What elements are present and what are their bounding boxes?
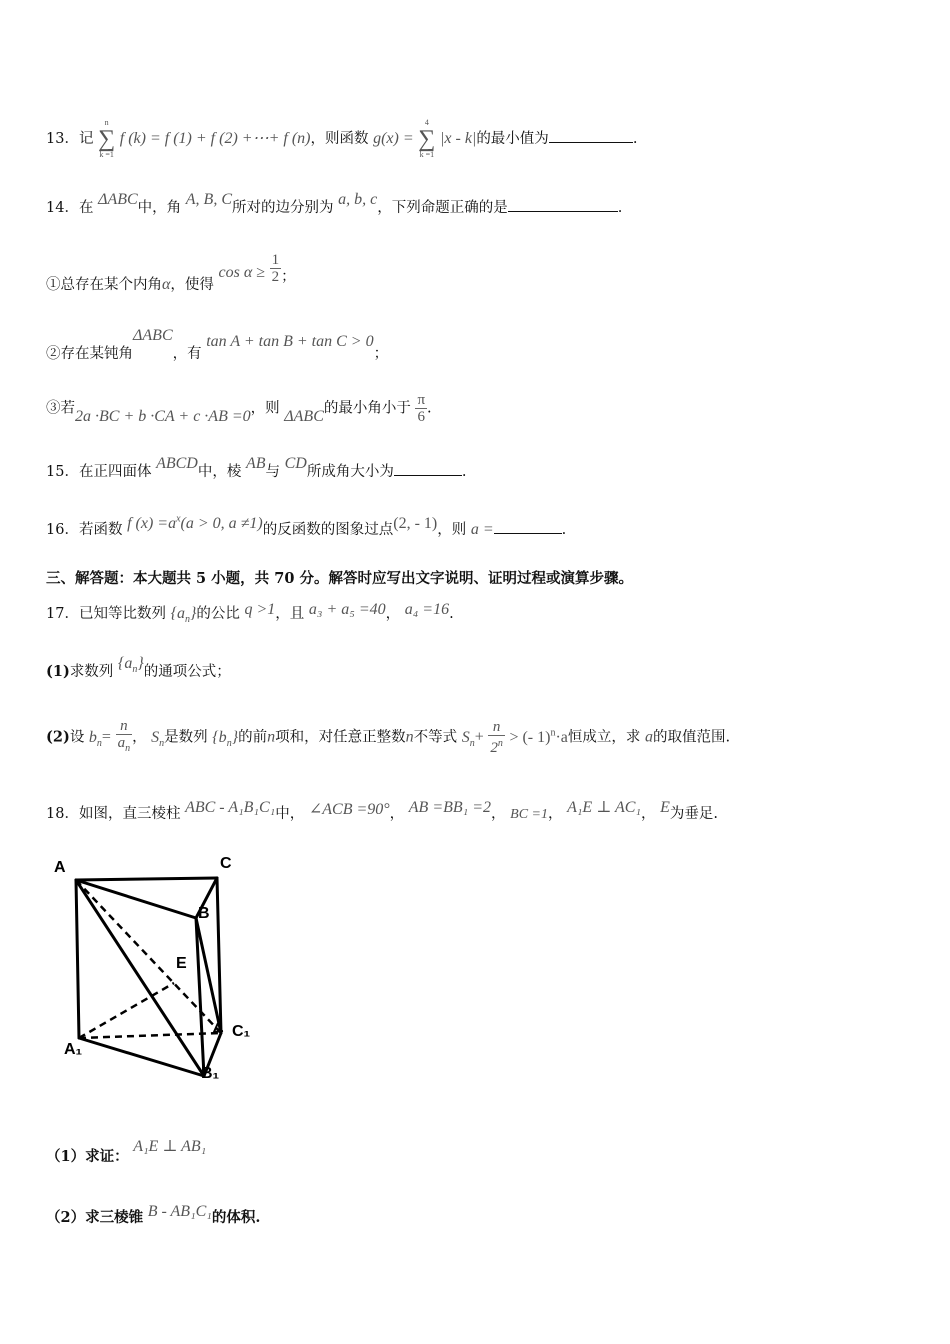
q18-bc: BC =1 — [510, 807, 548, 822]
p1-seq-end: } — [137, 655, 144, 672]
sum-symbol-2: 4 ∑ k =1 — [418, 118, 436, 159]
p2-text: 恒成立，求 — [567, 729, 641, 746]
answer-blank[interactable] — [494, 519, 562, 534]
frac-num: n — [488, 719, 505, 736]
p2-plus: + — [474, 728, 484, 746]
s1-text: ，使得 — [170, 276, 214, 293]
p1-seq-sub: n — [132, 664, 138, 676]
q13-text: 记 — [78, 131, 94, 147]
p2-n2: n — [405, 728, 414, 746]
p1-text: 求数列 — [69, 664, 114, 680]
frac-den: 6 — [417, 409, 425, 425]
q15-text: 所成角大小为 — [306, 464, 394, 480]
q16-text: ，则 — [437, 522, 467, 538]
q17-text: 的公比 — [196, 606, 240, 622]
q17-number: 17． — [46, 606, 79, 622]
q18-part-2 — [46, 1203, 261, 1227]
edge-a1c1 — [79, 1033, 221, 1038]
p1-label: (1) — [46, 663, 70, 680]
q15-end: . — [461, 464, 467, 480]
fraction-half — [270, 252, 282, 285]
label-c: C — [220, 855, 232, 872]
q16-func-cond: (a > 0, a ≠1) — [180, 515, 263, 532]
s3-end: . — [427, 400, 432, 417]
frac-den — [488, 736, 505, 756]
edge-ab1 — [76, 880, 204, 1076]
q18-1-expr: A₁E ⊥ AB₁ — [133, 1138, 207, 1155]
frac-num: n — [116, 718, 133, 735]
q15-tetra: ABCD — [156, 455, 198, 472]
edge-ac — [76, 878, 217, 880]
q18-2-text: 的体积. — [211, 1209, 261, 1226]
p2-text: 不等式 — [413, 729, 458, 746]
frac-den-2: 2 — [490, 740, 498, 756]
q17-seq-sub: n — [184, 614, 190, 626]
statement-1 — [46, 252, 296, 293]
q18-text: ， — [640, 806, 656, 822]
q14-angles: A, B, C — [185, 191, 232, 208]
answer-blank[interactable] — [508, 197, 618, 212]
frac-num: 1 — [271, 252, 280, 268]
q14-end: . — [617, 200, 623, 216]
p2-text: 的前 — [238, 729, 268, 746]
sum2-lower: k =1 — [419, 150, 435, 159]
s2-text: ，有 — [172, 346, 202, 362]
q15-text: 中，棱 — [197, 464, 242, 480]
p1-seq — [117, 655, 144, 676]
label-a: A — [54, 859, 66, 876]
q17-seq — [170, 605, 197, 626]
p2-rhs-sup: n — [550, 727, 556, 739]
s1-alpha: α — [162, 275, 171, 293]
q15-cd: CD — [284, 455, 307, 472]
p2-eq: = — [101, 728, 111, 746]
edge-aa1 — [76, 880, 79, 1038]
label-a1: A₁ — [64, 1041, 83, 1058]
frac-num: π — [417, 392, 426, 408]
p2-b-letter: b — [88, 728, 97, 746]
q14-text: ，下列命题正确的是 — [377, 200, 508, 216]
s2-tan-expr: tan A + tan B + tan C > 0 — [206, 333, 374, 350]
p1-seq-a: {a — [117, 655, 133, 672]
q17-text: ， — [385, 606, 401, 622]
q18-number: 18． — [46, 806, 79, 822]
frac-den-sub: n — [125, 743, 131, 754]
q16-func-exp: x — [176, 513, 181, 525]
edge-cc1 — [217, 878, 221, 1033]
q16-end: . — [561, 522, 567, 538]
p2-s-sub: n — [159, 737, 165, 749]
q18-text: ， — [491, 806, 506, 822]
q16-text: 若函数 — [78, 522, 123, 538]
p2-b — [88, 728, 102, 749]
q18-2-label: （2）求三棱锥 — [46, 1209, 144, 1226]
s3-text: ，则 — [250, 400, 280, 417]
section-heading: 三、解答题：本大题共 5 小题，共 70 分。解答时应写出文字说明、证明过程或演算步骤。 — [46, 570, 633, 587]
s2-triangle: ΔABC — [133, 327, 173, 344]
q16-func — [127, 515, 263, 532]
q13-abs: |x - k| — [439, 130, 477, 147]
q16-number: 16． — [46, 522, 79, 538]
q17-part-2 — [46, 718, 730, 757]
frac-den-a: a — [117, 735, 126, 751]
q13-number: 13． — [46, 131, 79, 147]
q18-perp: A₁E ⊥ AC₁ — [567, 799, 641, 816]
s2-text: ②存在某钝角 — [46, 346, 133, 362]
q16-a: a = — [470, 521, 494, 538]
q14-number: 14． — [46, 200, 79, 216]
q18-2-expr: B - AB₁C₁ — [147, 1203, 212, 1220]
answer-blank[interactable] — [394, 461, 462, 476]
q16-text: 的反函数的图象过点 — [262, 522, 394, 538]
q14-triangle: ΔABC — [98, 191, 138, 208]
p2-seq-b: {b — [212, 728, 227, 746]
q15-number: 15． — [46, 464, 79, 480]
fraction-n-over-an — [116, 718, 133, 757]
question-14 — [46, 191, 623, 217]
sum-upper: n — [104, 118, 109, 127]
q17-q: q >1 — [244, 601, 276, 618]
p2-rhs-base: > (- 1) — [509, 728, 551, 746]
s1-end: ； — [281, 268, 296, 285]
q18-eq: AB =BB₁ =2 — [408, 799, 492, 816]
q13-gx: g(x) = — [373, 130, 414, 147]
p2-text: 设 — [69, 729, 85, 746]
label-b: B — [198, 905, 210, 922]
statement-2 — [46, 327, 389, 362]
q16-point: (2, - 1) — [393, 515, 438, 532]
s3-text: 的最小角小于 — [323, 400, 411, 417]
p2-text: 项和，对任意正整数 — [275, 729, 406, 746]
p2-rhs — [509, 729, 567, 746]
q18-text: 如图，直三棱柱 — [78, 806, 181, 822]
q18-text: 中， — [275, 806, 305, 822]
label-b1: B₁ — [201, 1065, 220, 1082]
q17-eq2: a₄ =16 — [404, 601, 450, 618]
prism-figure — [46, 848, 276, 1088]
s1-text: ①总存在某个内角 — [46, 276, 162, 293]
q13-expr: f (k) = f (1) + f (2) +⋯+ f (n) — [119, 130, 311, 147]
q15-ab: AB — [245, 455, 266, 472]
answer-blank[interactable] — [549, 128, 633, 143]
q13-end: . — [632, 131, 638, 147]
p2-n: n — [267, 728, 276, 746]
p2-a: a — [645, 728, 654, 746]
q18-text: ， — [389, 806, 405, 822]
sum2-upper: 4 — [424, 118, 429, 127]
q17-eq1: a₃ + a₅ =40 — [308, 601, 386, 618]
p2-ineq-s-sub: n — [469, 737, 475, 749]
q14-text: 在 — [78, 200, 94, 216]
q17-end: . — [449, 606, 454, 622]
p2-b-sub: n — [96, 737, 102, 749]
q18-text: 为垂足. — [669, 806, 718, 822]
question-13 — [46, 118, 637, 160]
sum-lower: k =1 — [99, 150, 114, 159]
s2-end: ； — [373, 346, 389, 362]
s3-triangle: ΔABC — [284, 407, 324, 425]
q18-text: ， — [547, 806, 563, 822]
q13-text-post: 的最小值为 — [476, 131, 549, 147]
q17-part-1 — [46, 655, 231, 683]
question-17 — [46, 602, 454, 625]
q18-prism: ABC - A₁B₁C₁ — [185, 799, 276, 816]
p2-text: ， — [132, 729, 147, 746]
q17-seq-end: } — [189, 605, 197, 622]
q16-func-base: f (x) =a — [127, 515, 177, 532]
label-e: E — [176, 955, 187, 972]
q15-text: 在正四面体 — [78, 464, 152, 480]
statement-3 — [46, 392, 432, 425]
q18-e: E — [660, 799, 670, 816]
edge-a1b1 — [79, 1038, 204, 1076]
p2-label: (2) — [46, 728, 70, 746]
q18-part-1 — [46, 1138, 207, 1166]
s3-text: ③若 — [46, 400, 75, 417]
q17-seq-a: {a — [170, 605, 185, 622]
p2-s — [151, 728, 165, 749]
p2-seq — [212, 728, 239, 749]
fraction-pi-6 — [415, 392, 427, 425]
question-16 — [46, 513, 567, 539]
p2-seq-sub: n — [226, 737, 232, 749]
p2-ineq-s-letter: S — [461, 728, 470, 746]
p2-s-letter: S — [151, 728, 160, 746]
fraction-n-over-2n — [488, 719, 505, 756]
q17-text: 已知等比数列 — [78, 606, 166, 622]
s3-vector-eq: 2a ·BC + b ·CA + c ·AB =0 — [75, 407, 251, 425]
frac-den — [116, 735, 133, 757]
p2-rhs-a: ·a — [555, 728, 568, 746]
q17-text: ，且 — [275, 606, 305, 622]
p2-ineq-s — [461, 728, 475, 749]
p2-seq-end: } — [231, 728, 239, 746]
frac-den-sup: n — [497, 738, 503, 749]
q18-1-label: （1）求证： — [46, 1148, 129, 1165]
frac-den: 2 — [271, 269, 280, 285]
question-15 — [46, 455, 467, 481]
p1-text: 的通项公式； — [143, 664, 231, 680]
p2-text: 的取值范围. — [653, 729, 731, 746]
sum-symbol: n ∑ k =1 — [98, 118, 116, 159]
q14-text: 中，角 — [137, 200, 182, 216]
q15-text: 与 — [265, 464, 280, 480]
p2-text: 是数列 — [164, 729, 208, 746]
q14-text: 所对的边分别为 — [232, 200, 334, 216]
question-18 — [46, 799, 718, 823]
q18-angle: ∠ACB =90° — [308, 801, 390, 818]
q13-text-mid: ，则函数 — [310, 131, 369, 147]
s1-cos: cos α ≥ — [218, 263, 266, 281]
q14-sides: a, b, c — [338, 191, 378, 208]
label-c1: C₁ — [232, 1023, 251, 1040]
